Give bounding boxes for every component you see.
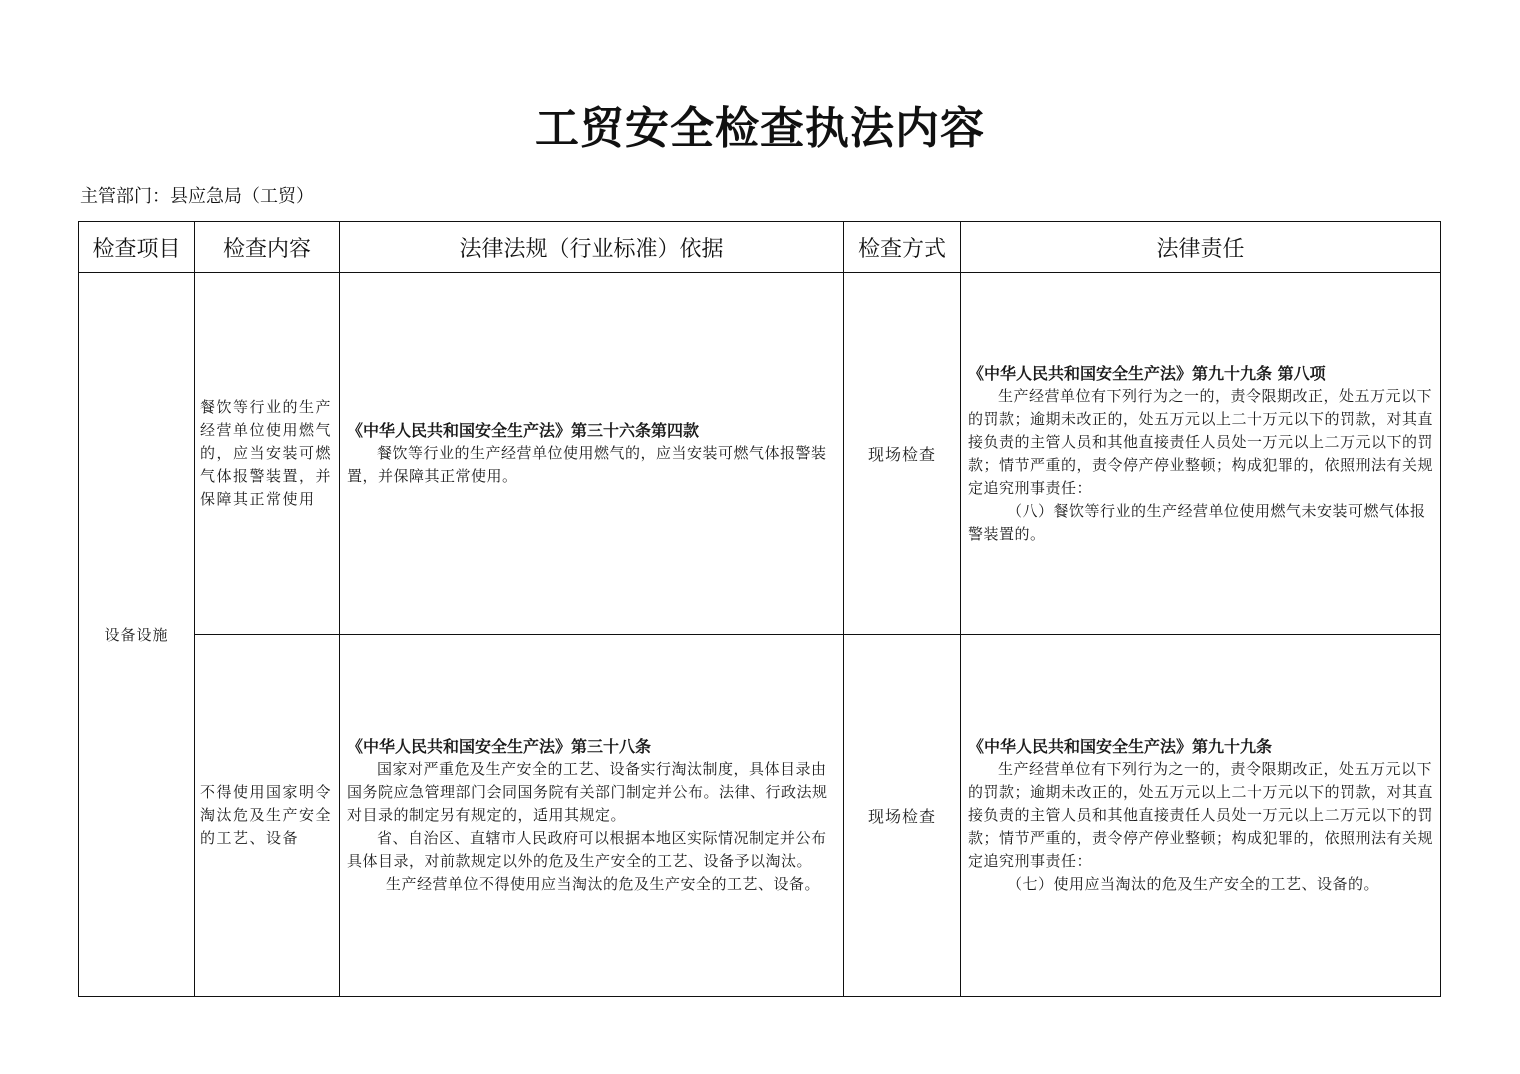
liability-paragraph: 生产经营单位有下列行为之一的，责令限期改正，处五万元以下的罚款；逾期未改正的，处五万元以上二十万元以下的罚款，对其直接负责的主管人员和其他直接责任人员处一万元以上二万元以下的罚款；情节严重的，责令停产停业整顿；构成犯罪的，依照刑法有关规定追究刑事责任： — [968, 386, 1434, 497]
liability-cell — [961, 635, 1441, 997]
inspection-table — [78, 221, 1441, 997]
department-label: 主管部门：县应急局（工贸） — [80, 186, 314, 207]
basis-paragraph: 餐饮等行业的生产经营单位使用燃气的，应当安装可燃气体报警装置，并保障其正常使用。 — [347, 444, 827, 485]
check-content-cell: 不得使用国家明令淘汰危及生产安全的工艺、设备 — [195, 635, 340, 997]
page-title: 工贸安全检查执法内容 — [535, 103, 985, 154]
liability-paragraph: （八）餐饮等行业的生产经营单位使用燃气未安装可燃气体报警装置的。 — [968, 501, 1426, 543]
header-basis: 法律法规（行业标准）依据 — [340, 222, 844, 273]
check-content-cell: 餐饮等行业的生产经营单位使用燃气的，应当安装可燃气体报警装置，并保障其正常使用 — [195, 273, 340, 635]
header-content: 检查内容 — [195, 222, 340, 273]
liability-paragraph: 生产经营单位有下列行为之一的，责令限期改正，处五万元以下的罚款；逾期未改正的，处五万元以上二十万元以下的罚款，对其直接负责的主管人员和其他直接责任人员处一万元以上二万元以下的罚款；情节严重的，责令停产停业整顿；构成犯罪的，依照刑法有关规定追究刑事责任： — [968, 760, 1434, 870]
basis-paragraph: 生产经营单位不得使用应当淘汰的危及生产安全的工艺、设备。 — [386, 875, 821, 893]
basis-paragraph: 省、自治区、直辖市人民政府可以根据本地区实际情况制定并公布具体目录，对前款规定以外的危及生产安全的工艺、设备予以淘汰。 — [347, 829, 827, 870]
header-item: 检查项目 — [79, 222, 195, 273]
table-row — [79, 273, 1441, 635]
legal-basis-cell — [340, 635, 844, 997]
liability-law-title: 《中华人民共和国安全生产法》第九十九条 — [968, 737, 1273, 756]
liability-paragraph: （七）使用应当淘汰的危及生产安全的工艺、设备的。 — [1007, 875, 1380, 893]
table-row — [79, 635, 1441, 997]
table-header-row — [79, 222, 1441, 273]
liability-cell — [961, 273, 1441, 635]
basis-paragraph: 国家对严重危及生产安全的工艺、设备实行淘汰制度，具体目录由国务院应急管理部门会同国务院有关部门制定并公布。法律、行政法规对目录的制定另有规定的，适用其规定。 — [347, 760, 828, 824]
inspection-method-cell: 现场检查 — [844, 635, 961, 997]
basis-law-title: 《中华人民共和国安全生产法》第三十八条 — [347, 737, 652, 756]
legal-basis-cell — [340, 273, 844, 635]
basis-law-title: 《中华人民共和国安全生产法》第三十六条第四款 — [347, 421, 700, 440]
category-cell: 设备设施 — [79, 273, 195, 997]
liability-law-title: 《中华人民共和国安全生产法》第九十九条 第八项 — [968, 363, 1326, 383]
header-method: 检查方式 — [844, 222, 961, 273]
inspection-method-cell: 现场检查 — [844, 273, 961, 635]
header-liability: 法律责任 — [961, 222, 1441, 273]
